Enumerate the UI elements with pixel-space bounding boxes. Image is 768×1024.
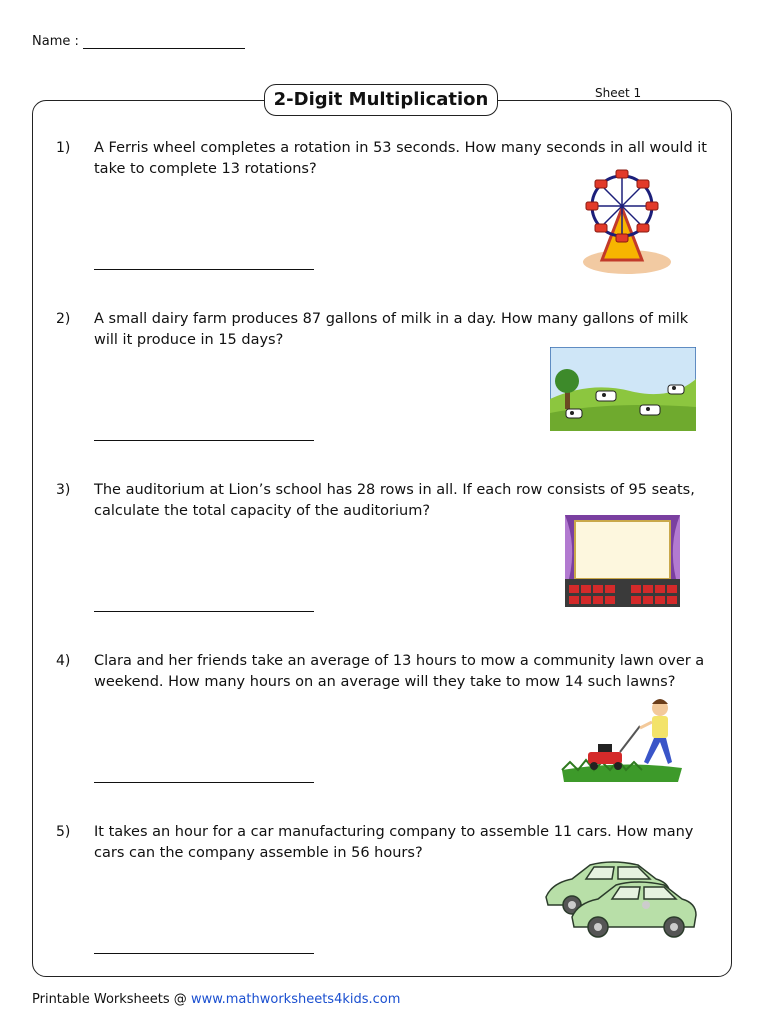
dairy-farm-cows-illustration <box>550 347 696 431</box>
question-text: Clara and her friends take an average of 13 hours to mow a community lawn over a weekend. How many hours on an average will they take to mow 14 such lawns? <box>94 653 705 690</box>
answer-line[interactable] <box>94 782 314 783</box>
answer-line[interactable] <box>94 269 314 270</box>
question-text: The auditorium at Lion’s school has 28 rows in all. If each row consists of 95 seats, calculate the total capacity of the auditorium? <box>94 482 695 519</box>
worksheet-title: 2-Digit Multiplication <box>264 84 498 116</box>
question-text: A small dairy farm produces 87 gallons of milk in a day. How many gallons of milk will it produce in 15 days? <box>94 311 689 348</box>
name-blank-line[interactable] <box>83 34 245 49</box>
name-field-row <box>32 34 245 49</box>
sheet-label: Sheet 1 <box>595 86 642 100</box>
question-number: 4) <box>56 653 71 669</box>
question-number: 2) <box>56 311 71 327</box>
answer-line[interactable] <box>94 440 314 441</box>
question-text: A Ferris wheel completes a rotation in 53 seconds. How many seconds in all would it take to complete 13 rotations? <box>94 140 707 177</box>
question-number: 1) <box>56 140 71 156</box>
name-label: Name : <box>32 34 79 49</box>
auditorium-stage-illustration <box>565 515 680 607</box>
answer-line[interactable] <box>94 953 314 954</box>
lawn-mowing-illustration <box>560 690 685 785</box>
footer <box>32 992 400 1007</box>
footer-website-link[interactable]: www.mathworksheets4kids.com <box>190 992 401 1007</box>
answer-line[interactable] <box>94 611 314 612</box>
question-number: 3) <box>56 482 71 498</box>
cars-illustration <box>542 855 700 945</box>
question-number: 5) <box>56 824 71 840</box>
ferris-wheel-illustration <box>572 168 672 276</box>
footer-prefix: Printable Worksheets @ <box>32 992 187 1007</box>
question-text: It takes an hour for a car manufacturing company to assemble 11 cars. How many cars can the company assemble in 56 hours? <box>94 824 694 861</box>
